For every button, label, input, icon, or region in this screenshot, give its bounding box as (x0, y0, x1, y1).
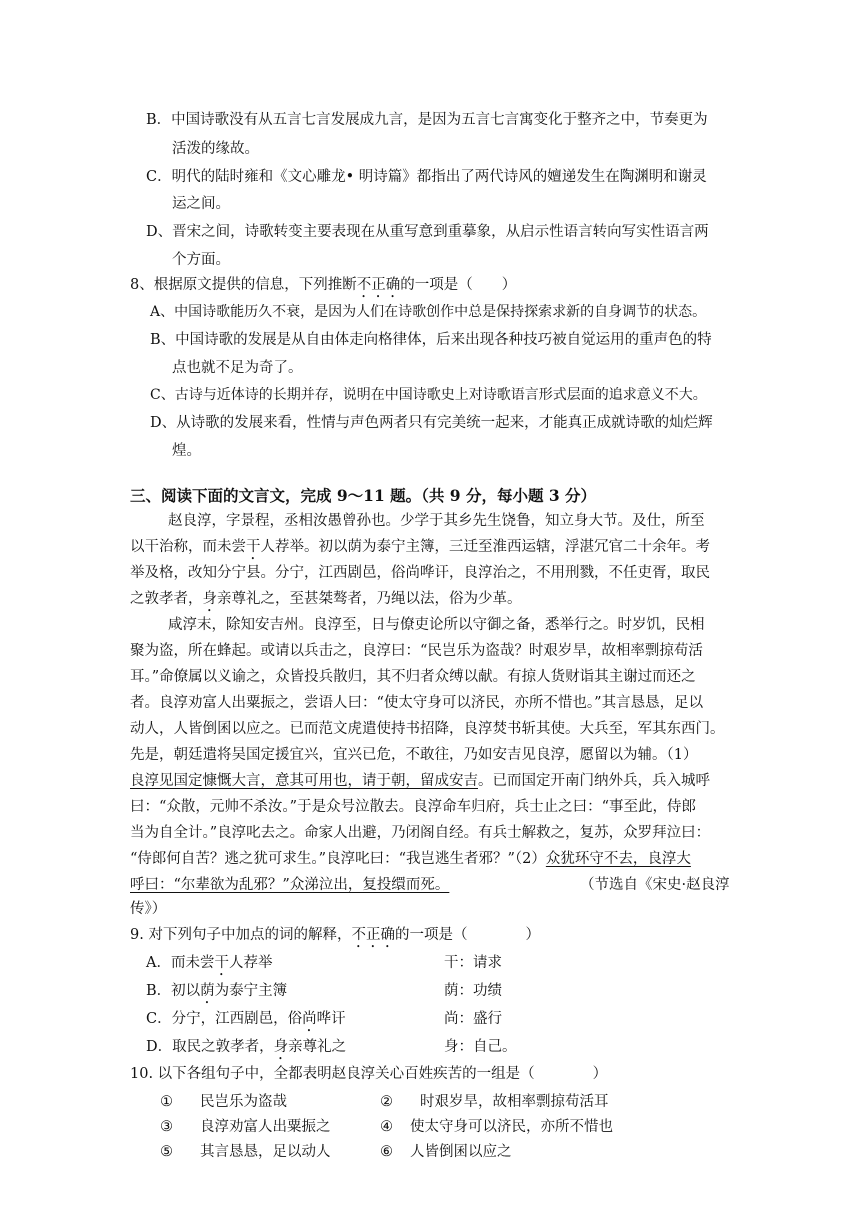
q10-item-num: ⑤ (160, 1144, 173, 1160)
passage-text: 以干治称，而未尝 (130, 539, 246, 555)
q9-option-c-gloss: 尚：盛行 (444, 1011, 502, 1027)
option-text: 亲尊礼之 (288, 1039, 347, 1055)
passage-p2-line7 (130, 771, 710, 791)
passage-p1-line2 (130, 537, 710, 563)
q10-item-num: ③ (160, 1119, 173, 1135)
q10-item-num: ② (380, 1094, 393, 1110)
passage-p2-line4: 者。良淳劝富人出粟振之，尝语人曰：“使太守身可以济民，亦所不惜也。”其言恳恳，足以 (130, 695, 704, 711)
q9-option-d (146, 1037, 346, 1063)
q10-item-text: 民岂乐为盗哉 (200, 1094, 287, 1110)
q9-option-b (146, 981, 287, 1007)
q7-option-d-line1: D、晋宋之间，诗歌转变主要表现在从重写意到重摹象，从启示性语言转向写实性语言两 (146, 224, 709, 240)
passage-p2-line9: 当为自全计。”良淳叱去之。命家人出避，乃闭阁自经。有兵士解救之，复苏，众罗拜泣曰： (130, 825, 711, 841)
q7-option-c-line2: 运之间。 (172, 196, 230, 212)
passage-p2-line5: 动人，人皆倒囷以应之。已而范文虎遣使持书招降，良淳焚书斩其使。大兵至，军其东西门。 (130, 721, 725, 737)
passage-text: 之敦孝者， (130, 591, 203, 607)
passage-p2-line1: 咸淳末，除知安吉州。良淳至，日与僚吏论所以守御之备，悉举行之。时岁饥，民相 (168, 617, 705, 633)
translation-sentence-2-cont: 呼曰：“尔辈欲为乱邪？”众涕泣出，复投缳而死。 (130, 877, 450, 893)
option-emphasis-char: 身 (273, 1039, 289, 1055)
passage-source: （节选自《宋史·赵良淳 (580, 877, 730, 893)
q7-option-c-line1: C．明代的陆时雍和《文心雕龙• 明诗篇》都指出了两代诗风的嬗递发生在陶渊明和谢灵 (146, 169, 707, 185)
q9-stem-part1: 9. 对下列句子中加点的词的解释， (130, 927, 352, 943)
option-text: B．初以 (146, 983, 201, 999)
passage-emphasis-char: 干 (246, 539, 261, 555)
option-text: C．分宁，江西剧邑，俗 (146, 1011, 303, 1027)
q7-option-d-line2: 个方面。 (172, 252, 230, 268)
passage-emphasis-char: 身 (202, 591, 217, 607)
q8-option-b-line1: B、中国诗歌的发展是从自由体走向格律体，后来出现各种技巧被自觉运用的重声色的特 (150, 332, 712, 348)
passage-p1-line3: 举及格，改知分宁县。分宁，江西剧邑，俗尚哗讦，良淳治之，不用刑戮，不任吏胥，取民 (130, 565, 710, 581)
translation-sentence-2: 众犹环守不去，良淳大 (545, 851, 691, 867)
q8-stem-emphasis: 不正确 (356, 277, 401, 293)
q10-item-num: ④ (380, 1119, 393, 1135)
option-emphasis-char: 干 (214, 955, 229, 971)
passage-p2-line6: 先是，朝廷遣将吴国定援宜兴，宜兴已危，不敢往，乃如安吉见良淳，愿留以为辅。（1） (130, 747, 698, 763)
q10-item-text: 人皆倒囷以应之 (410, 1144, 512, 1160)
option-emphasis-char: 尚 (302, 1011, 317, 1027)
q8-stem (130, 275, 516, 301)
q8-stem-part2: 的一项是（ ） (400, 277, 517, 293)
q7-option-b-line1: B．中国诗歌没有从五言七言发展成九言，是因为五言七言寓变化于整齐之中，节奏更为 (146, 112, 708, 128)
q9-option-d-gloss: 身：自己。 (444, 1039, 517, 1055)
q9-option-a-gloss: 干：请求 (444, 955, 502, 971)
q8-option-b-line2: 点也就不足为奇了。 (172, 360, 303, 376)
q8-option-d-line2: 煌。 (172, 443, 201, 459)
q9-stem-emphasis: 不正确 (351, 927, 395, 943)
q10-stem: 10. 以下各组句子中，全都表明赵良淳关心百姓疾苦的一组是（ ） (130, 1066, 608, 1082)
translation-sentence-1: 良淳见国定慷慨大言，意其可用也，请于朝，留成安吉 (130, 773, 478, 789)
passage-p1-line1: 赵良淳，字景程，丞相汝愚曾孙也。少学于其乡先生饶鲁，知立身大节。及仕，所至 (168, 513, 705, 529)
q10-item-num: ⑥ (380, 1144, 393, 1160)
q7-option-b-line2: 活泼的缘故。 (172, 141, 259, 157)
q10-item-num: ① (160, 1094, 173, 1110)
option-text: 为泰宁主簿 (214, 983, 288, 999)
section3-heading: 三、阅读下面的文言文，完成 9～11 题。（共 9 分，每小题 3 分） (130, 486, 597, 505)
q8-stem-part1: 8、根据原文提供的信息，下列推断 (130, 277, 357, 293)
q10-item-text: 时艰岁旱，故相率剽掠苟活耳 (420, 1094, 609, 1110)
q9-option-a (146, 953, 272, 979)
passage-text: “侍郎何自苦？逃之犹可求生。”良淳叱曰：“我岂逃生者邪？”（2） (130, 851, 546, 867)
passage-p2-line2: 聚为盗，所在蜂起。或请以兵击之，良淳曰：“民岂乐为盗哉？时艰岁旱，故相率剽掠苟活 (130, 643, 703, 659)
option-text: 人荐举 (228, 955, 273, 971)
q9-option-b-gloss: 荫：功绩 (444, 983, 502, 999)
q10-item-text: 其言恳恳，足以动人 (200, 1144, 331, 1160)
q9-stem-part2: 的一项是（ ） (394, 927, 540, 943)
q8-option-a: A、中国诗歌能历久不衰，是因为人们在诗歌创作中总是保持探索求新的自身调节的状态。 (150, 304, 707, 320)
option-text: 哗讦 (316, 1011, 346, 1027)
q9-option-c (146, 1009, 346, 1035)
q10-item-text: 使太守身可以济民，亦所不惜也 (410, 1119, 613, 1135)
option-text: D．取民之敦孝者， (146, 1039, 274, 1055)
passage-text: 。已而国定开南门纳外兵，兵入城呼 (478, 773, 710, 789)
passage-p2-line11 (130, 875, 449, 895)
passage-p2-line8: 曰：“众散，元帅不杀汝。”于是众号泣散去。良淳命车归府，兵士止之曰：“事至此，侍郎 (130, 799, 696, 815)
passage-text: 人荐举。初以荫为泰宁主簿，三迁至淮西运辖，浮湛冗官二十余年。考 (260, 539, 710, 555)
passage-p2-line3: 耳。”命僚属以义谕之，众皆投兵散归，其不归者众缚以献。有掠人货财诣其主谢过而还之 (130, 669, 696, 685)
q8-option-d-line1: D、从诗歌的发展来看，性情与声色两者只有完美统一起来，才能真正成就诗歌的灿烂辉 (150, 415, 713, 431)
q9-stem (130, 925, 540, 951)
q10-item-text: 良淳劝富人出粟振之 (200, 1119, 331, 1135)
passage-text: 亲尊礼之，至甚桀骜者，乃绳以法，俗为少革。 (217, 591, 522, 607)
passage-source-end: 传》） (130, 901, 167, 917)
option-text: A．而未尝 (146, 955, 215, 971)
option-emphasis-char: 荫 (200, 983, 215, 999)
passage-p2-line10 (130, 849, 691, 869)
q8-option-c: C、古诗与近体诗的长期并存，说明在中国诗歌史上对诗歌语言形式层面的追求意义不大。 (150, 387, 707, 403)
passage-p1-line4 (130, 589, 522, 615)
